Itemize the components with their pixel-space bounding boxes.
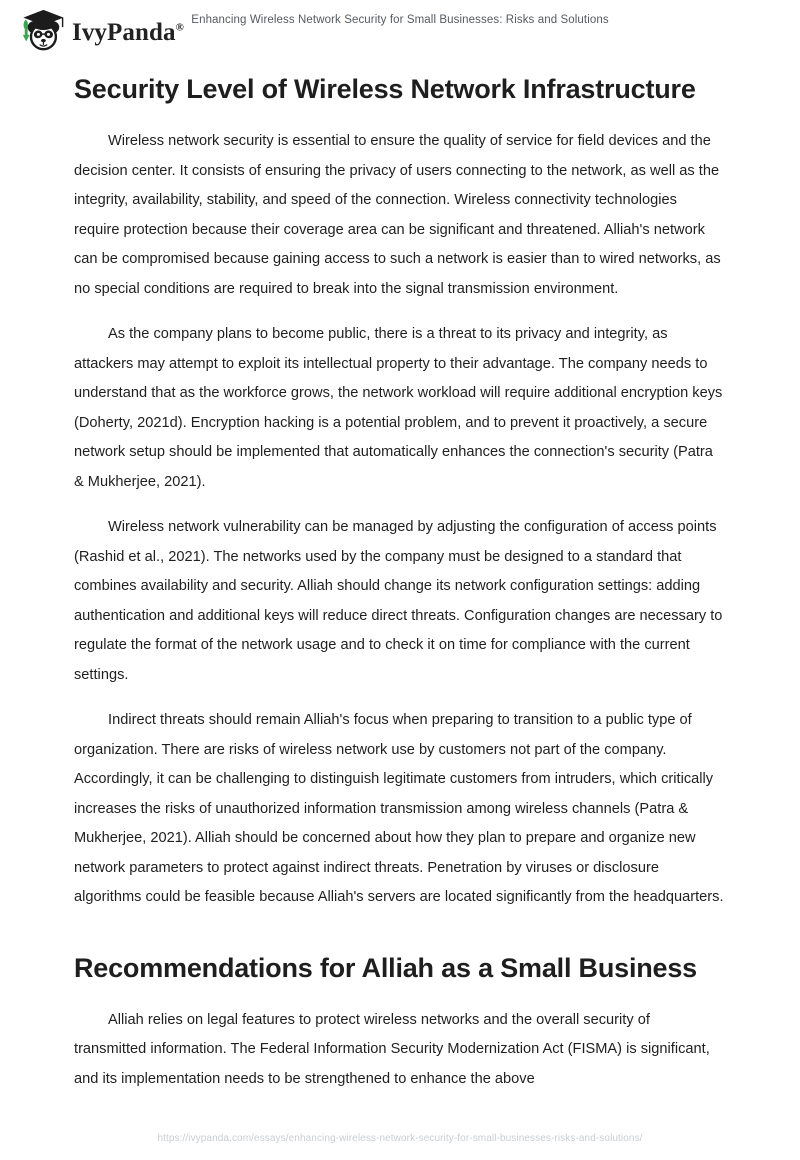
paragraph-indirect-threats: Indirect threats should remain Alliah's focus when preparing to transition to a public type of organization. There are risks of wireless network use by customers not part of the company. Accordingly, it can be challenging to distinguish legitimate customers from intruders, which critically increases the risks of unauthorized information transmission among wireless channels (Patra & Mukherjee, 2021). Alliah should be concerned about how they plan to prepare and organize new network parameters to protect against indirect threats. Penetration by viruses or disclosure algorithms could be feasible because Alliah's servers are located significantly from the headquarters. (74, 712, 724, 905)
paragraph-wireless-network-security: Wireless network security is essential to ensure the quality of service for field devices and the decision center. It consists of ensuring the privacy of users connecting to the network, as well as the integrity, availability, stability, and speed of the connection. Wireless connectivity technologies require protection because their coverage area can be significant and threatened. Alliah's network can be compromised because gaining access to such a network is easier than to wired networks, as no special conditions are required to break into the signal transmission environment. (74, 133, 721, 297)
paragraph-network-vulnerability: Wireless network vulnerability can be managed by adjusting the configuration of access points (Rashid et al., 2021). The networks used by the company must be designed to a standard that combines availability and security. Alliah should change its network configuration settings: adding authentication and additional keys will reduce direct threats. Configuration changes are necessary to regulate the format of the network usage and to check it on time for compliance with the current settings. (74, 519, 723, 683)
spacer (74, 988, 725, 1006)
paragraph-company-plans-public: As the company plans to become public, there is a threat to its privacy and integrity, as attackers may attempt to exploit its intellectual property to their advantage. The company needs to understand that as the workforce grows, the network workload will require additional encryption keys (Doherty, 2021d). Encryption hacking is a potential problem, and to prevent it proactively, a secure network setup should be implemented that automatically enhances the connection's security (Patra & Mukherjee, 2021). (74, 326, 723, 490)
document-content (74, 70, 725, 1094)
section-heading-security-level: Security Level of Wireless Network Infrastructure (74, 74, 696, 104)
section-heading-recommendations: Recommendations for Alliah as a Small Business (74, 952, 697, 983)
page-header (0, 0, 800, 62)
paragraph-legal-features: Alliah relies on legal features to protect wireless networks and the overall security of transmitted information. The Federal Information Security Modernization Act (FISMA) is significant, and its implementation needs to be strengthened to enhance the above (74, 1011, 710, 1087)
spacer (74, 690, 725, 706)
document-title-header: Enhancing Wireless Network Security for Small Businesses: Risks and Solutions (191, 14, 609, 26)
source-url-link[interactable]: https://ivypanda.com/essays/enhancing-wireless-network-security-for-small-businesses-risks-and-solutions/ (157, 1133, 643, 1144)
brand-name-text: IvyPanda (72, 18, 176, 46)
spacer (74, 304, 725, 320)
brand-trademark-symbol: ® (175, 21, 184, 34)
spacer (74, 497, 725, 513)
spacer (74, 109, 725, 127)
page-footer (0, 1128, 800, 1146)
